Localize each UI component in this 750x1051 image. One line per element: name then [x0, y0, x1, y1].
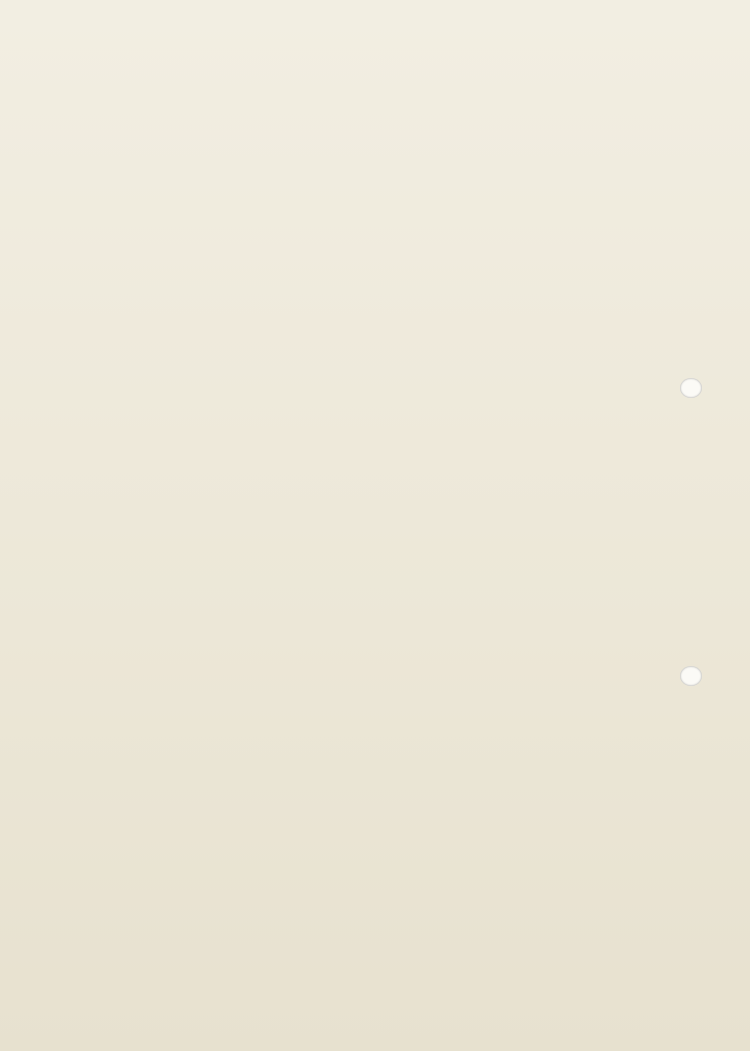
- totals-row: [0, 970, 750, 994]
- punch-hole: [680, 666, 702, 686]
- punch-hole: [680, 378, 702, 398]
